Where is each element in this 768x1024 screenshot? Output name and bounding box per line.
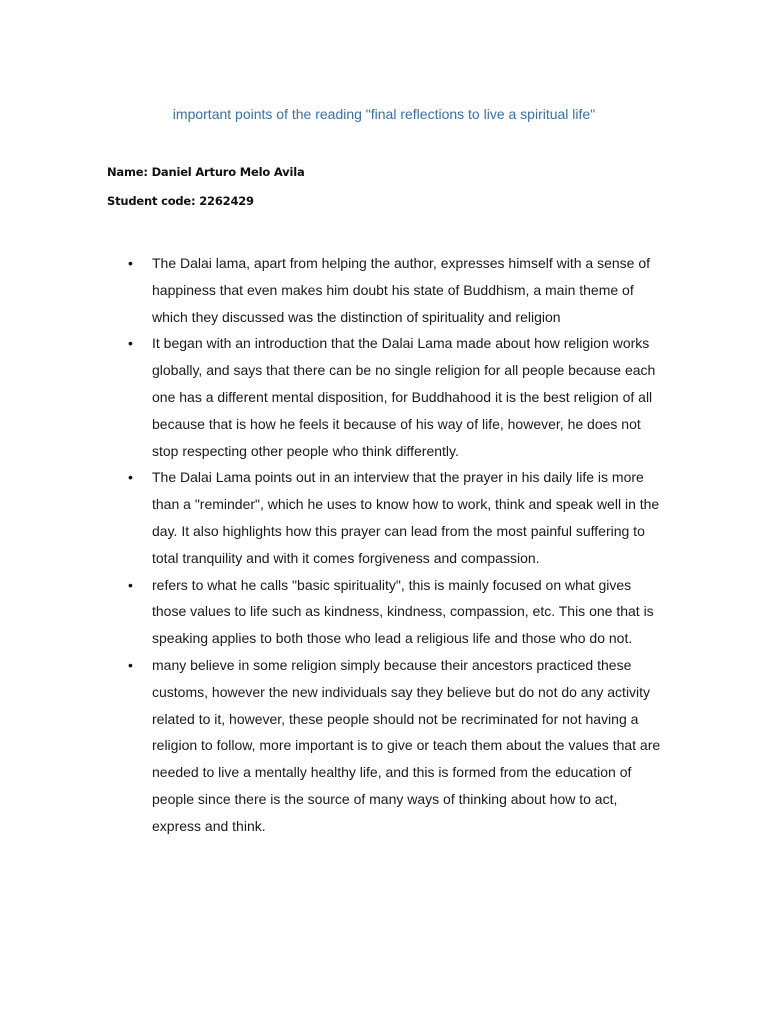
- point-text: The Dalai Lama points out in an interview that the prayer in his daily life is more than a "reminder", which he uses to know how to work, think and speak well in the day. It also highlights how this prayer can lead from the most painful suffering to total tranquility and with it comes forgiveness and compassion.: [152, 469, 660, 566]
- list-item: [124, 572, 664, 652]
- list-item: [124, 330, 664, 464]
- bullet-icon: •: [128, 656, 133, 673]
- list-item: [124, 652, 664, 840]
- bullet-icon: •: [128, 255, 133, 271]
- list-item: [124, 464, 664, 571]
- student-name: Name: Daniel Arturo Melo Avila: [107, 165, 305, 179]
- bullet-icon: •: [128, 335, 133, 352]
- point-text: refers to what he calls "basic spirituality", this is mainly focused on what gives those values to life such as kindness, kindness, compassion, etc. This one that is speaking applies to both those who lead a religious life and those who do not.: [152, 576, 654, 647]
- point-text: many believe in some religion simply because their ancestors practiced these customs, however the new individuals say they believe but do not do any activity related to it, however, these people should not be recriminated for not having a religion to follow, more important is to give or teach them about the values that are needed to live a mentally healthy life, and this is formed from the education of people since there is the source of many ways of thinking about how to act, express and think.: [152, 656, 661, 834]
- list-item: [124, 250, 664, 330]
- points-list: [124, 250, 664, 840]
- document-title: important points of the reading "final reflections to live a spiritual life": [172, 106, 596, 122]
- point-text: It began with an introduction that the Dalai Lama made about how religion works globally, and says that there can be no single religion for all people because each one has a different mental disposition, for Buddhahood it is the best religion of all because that is how he feels it because of his way of life, however, he does not stop respecting other people who think differently.: [152, 335, 656, 459]
- bullet-icon: •: [128, 469, 133, 486]
- point-text: The Dalai lama, apart from helping the author, expresses himself with a sense of happiness that even makes him doubt his state of Buddhism, a main theme of which they discussed was the distinction of spirituality and religion: [152, 255, 651, 325]
- student-code: Student code: 2262429: [107, 194, 254, 208]
- bullet-icon: •: [128, 576, 133, 593]
